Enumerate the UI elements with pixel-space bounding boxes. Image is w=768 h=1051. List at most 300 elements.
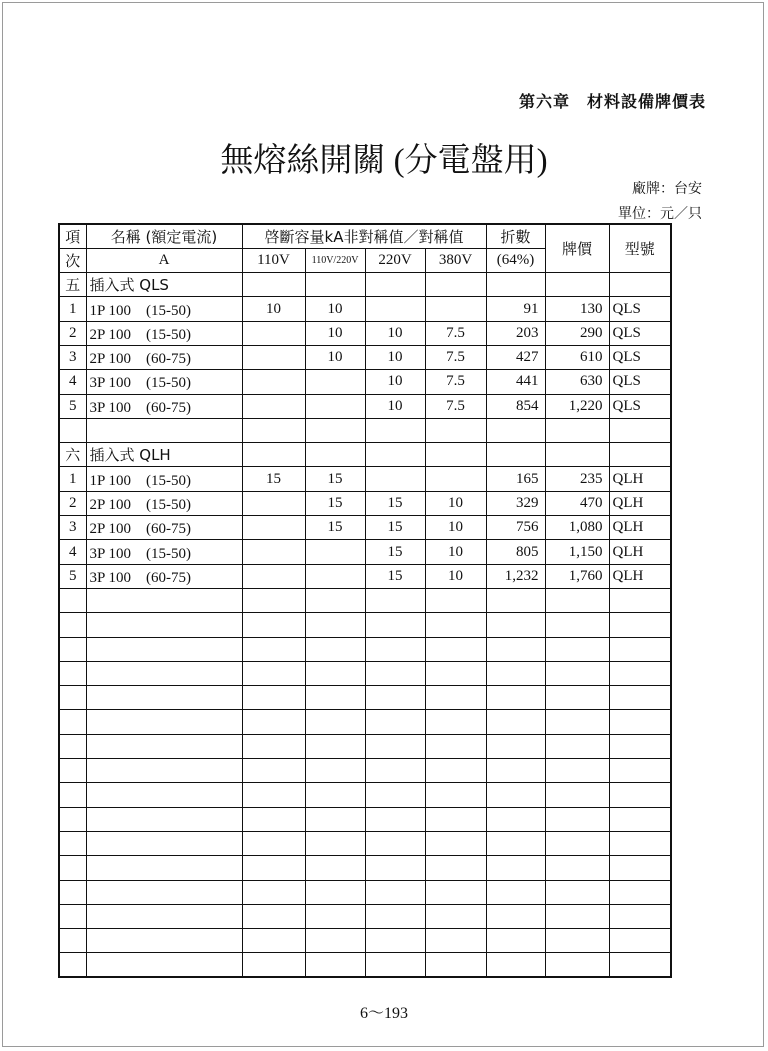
cell-v220: 10 (365, 370, 425, 394)
header-name-unit: A (86, 248, 242, 272)
empty-cell (425, 273, 486, 297)
empty-cell (609, 418, 671, 442)
empty-cell (486, 734, 545, 758)
cell-v110: 10 (242, 297, 305, 321)
cell-discount: 854 (486, 394, 545, 418)
section-label: 插入式 QLH (86, 443, 242, 467)
cell-model: QLH (609, 467, 671, 491)
empty-cell (86, 588, 242, 612)
cell-discount: 329 (486, 491, 545, 515)
empty-cell (305, 734, 365, 758)
cell-name: 2P 100 (60-75) (86, 345, 242, 369)
header-item-2: 次 (59, 248, 86, 272)
empty-cell (609, 929, 671, 953)
empty-cell (609, 953, 671, 977)
empty-cell (545, 734, 609, 758)
cell-name: 3P 100 (15-50) (86, 540, 242, 564)
empty-cell (545, 273, 609, 297)
empty-cell (486, 904, 545, 928)
empty-cell (86, 856, 242, 880)
cell-v380: 7.5 (425, 345, 486, 369)
empty-cell (59, 686, 86, 710)
table-row (59, 491, 671, 515)
page-number: 6～193 (359, 1005, 408, 1022)
header-row-1 (59, 224, 671, 248)
empty-row (59, 759, 671, 783)
table-row (59, 467, 671, 491)
header-110v: 110V (242, 248, 305, 272)
empty-cell (545, 831, 609, 855)
cell-v110-220: 15 (305, 516, 365, 540)
empty-cell (609, 710, 671, 734)
empty-cell (59, 734, 86, 758)
cell-v380: 10 (425, 564, 486, 588)
empty-cell (305, 637, 365, 661)
empty-cell (425, 613, 486, 637)
cell-v380: 7.5 (425, 321, 486, 345)
cell-model: QLS (609, 394, 671, 418)
empty-cell (365, 953, 425, 977)
empty-cell (305, 686, 365, 710)
empty-row (59, 880, 671, 904)
cell-no: 4 (59, 370, 86, 394)
empty-cell (305, 953, 365, 977)
empty-cell (545, 588, 609, 612)
empty-row (59, 588, 671, 612)
empty-cell (486, 637, 545, 661)
empty-cell (86, 807, 242, 831)
cell-no: 1 (59, 297, 86, 321)
empty-cell (86, 831, 242, 855)
cell-v220: 10 (365, 345, 425, 369)
empty-cell (609, 904, 671, 928)
cell-name: 1P 100 (15-50) (86, 467, 242, 491)
empty-cell (59, 759, 86, 783)
empty-cell (86, 661, 242, 685)
section-number: 六 (59, 443, 86, 467)
empty-cell (86, 904, 242, 928)
cell-model: QLS (609, 321, 671, 345)
empty-row (59, 686, 671, 710)
empty-row (59, 710, 671, 734)
empty-cell (305, 929, 365, 953)
empty-cell (59, 710, 86, 734)
cell-no: 2 (59, 321, 86, 345)
empty-row (59, 929, 671, 953)
empty-cell (609, 807, 671, 831)
empty-cell (609, 613, 671, 637)
cell-v380: 7.5 (425, 370, 486, 394)
cell-v220: 10 (365, 394, 425, 418)
cell-discount: 203 (486, 321, 545, 345)
cell-model: QLS (609, 297, 671, 321)
empty-cell (425, 953, 486, 977)
cell-model: QLS (609, 370, 671, 394)
empty-cell (486, 418, 545, 442)
cell-v110-220: 10 (305, 321, 365, 345)
empty-cell (365, 418, 425, 442)
empty-cell (242, 734, 305, 758)
cell-price: 470 (545, 491, 609, 515)
header-110v-220v: 110V/220V (305, 248, 365, 272)
empty-cell (59, 783, 86, 807)
empty-cell (305, 443, 365, 467)
empty-cell (486, 686, 545, 710)
empty-cell (609, 783, 671, 807)
empty-cell (486, 710, 545, 734)
cell-v110 (242, 321, 305, 345)
empty-cell (545, 807, 609, 831)
empty-cell (545, 856, 609, 880)
empty-row (59, 904, 671, 928)
empty-cell (609, 831, 671, 855)
empty-cell (242, 613, 305, 637)
cell-v380: 7.5 (425, 394, 486, 418)
empty-cell (59, 418, 86, 442)
empty-cell (486, 588, 545, 612)
empty-cell (486, 783, 545, 807)
table-row (59, 564, 671, 588)
empty-cell (59, 856, 86, 880)
empty-cell (545, 904, 609, 928)
header-discount-pct: (64%) (486, 248, 545, 272)
cell-discount: 427 (486, 345, 545, 369)
cell-name: 3P 100 (60-75) (86, 564, 242, 588)
empty-cell (365, 661, 425, 685)
empty-cell (486, 273, 545, 297)
cell-v110 (242, 540, 305, 564)
cell-v110 (242, 345, 305, 369)
cell-v110-220 (305, 540, 365, 564)
empty-cell (365, 734, 425, 758)
brand-label: 廠牌：台安 (632, 181, 702, 197)
empty-row (59, 661, 671, 685)
empty-cell (365, 588, 425, 612)
cell-discount: 805 (486, 540, 545, 564)
cell-price: 1,760 (545, 564, 609, 588)
empty-cell (545, 661, 609, 685)
empty-cell (545, 783, 609, 807)
empty-cell (365, 904, 425, 928)
header-item: 項 (59, 224, 86, 248)
empty-cell (242, 759, 305, 783)
empty-cell (425, 418, 486, 442)
empty-cell (609, 880, 671, 904)
empty-cell (305, 807, 365, 831)
cell-no: 1 (59, 467, 86, 491)
empty-row (59, 856, 671, 880)
empty-cell (365, 273, 425, 297)
empty-cell (305, 273, 365, 297)
empty-cell (609, 443, 671, 467)
cell-name: 2P 100 (15-50) (86, 321, 242, 345)
header-discount: 折數 (486, 224, 545, 248)
empty-cell (365, 831, 425, 855)
empty-cell (365, 443, 425, 467)
cell-v110: 15 (242, 467, 305, 491)
empty-cell (486, 831, 545, 855)
empty-cell (305, 588, 365, 612)
cell-no: 3 (59, 345, 86, 369)
empty-cell (425, 880, 486, 904)
section-label: 插入式 QLS (86, 273, 242, 297)
empty-cell (609, 637, 671, 661)
header-name: 名稱 (額定電流) (86, 224, 242, 248)
cell-v110-220: 10 (305, 297, 365, 321)
cell-name: 3P 100 (60-75) (86, 394, 242, 418)
empty-cell (86, 613, 242, 637)
cell-v110-220: 10 (305, 345, 365, 369)
cell-v220 (365, 297, 425, 321)
empty-cell (59, 613, 86, 637)
table-row (59, 516, 671, 540)
cell-price: 290 (545, 321, 609, 345)
empty-cell (425, 686, 486, 710)
cell-v110 (242, 491, 305, 515)
empty-cell (486, 613, 545, 637)
empty-cell (365, 759, 425, 783)
section-number: 五 (59, 273, 86, 297)
empty-cell (545, 880, 609, 904)
table-row (59, 394, 671, 418)
empty-cell (59, 880, 86, 904)
empty-cell (305, 904, 365, 928)
empty-cell (86, 710, 242, 734)
empty-cell (59, 807, 86, 831)
cell-v380 (425, 297, 486, 321)
empty-cell (425, 807, 486, 831)
table-row (59, 345, 671, 369)
empty-cell (305, 759, 365, 783)
empty-cell (242, 953, 305, 977)
empty-cell (486, 953, 545, 977)
empty-cell (609, 856, 671, 880)
empty-cell (242, 904, 305, 928)
empty-cell (242, 686, 305, 710)
empty-cell (365, 783, 425, 807)
empty-cell (242, 637, 305, 661)
empty-cell (425, 929, 486, 953)
empty-row (59, 734, 671, 758)
cell-name: 3P 100 (15-50) (86, 370, 242, 394)
empty-cell (242, 710, 305, 734)
empty-cell (425, 661, 486, 685)
empty-cell (425, 759, 486, 783)
empty-cell (545, 953, 609, 977)
empty-cell (59, 953, 86, 977)
empty-cell (425, 443, 486, 467)
chapter-heading: 第六章 材料設備牌價表 (518, 92, 706, 111)
header-220v: 220V (365, 248, 425, 272)
cell-v380: 10 (425, 491, 486, 515)
empty-cell (545, 759, 609, 783)
empty-row (59, 783, 671, 807)
empty-cell (305, 613, 365, 637)
cell-model: QLH (609, 540, 671, 564)
empty-cell (365, 686, 425, 710)
empty-cell (305, 661, 365, 685)
empty-cell (59, 831, 86, 855)
unit-label: 單位：元／只 (618, 206, 702, 222)
empty-cell (545, 613, 609, 637)
empty-cell (609, 759, 671, 783)
empty-cell (242, 443, 305, 467)
header-price: 牌價 (545, 224, 609, 273)
cell-v110 (242, 516, 305, 540)
empty-cell (545, 710, 609, 734)
header-380v: 380V (425, 248, 486, 272)
cell-v380 (425, 467, 486, 491)
cell-v110-220 (305, 394, 365, 418)
empty-row (59, 831, 671, 855)
empty-cell (242, 880, 305, 904)
section-header-row (59, 443, 671, 467)
empty-cell (486, 880, 545, 904)
empty-cell (59, 929, 86, 953)
empty-cell (486, 661, 545, 685)
cell-model: QLH (609, 491, 671, 515)
table-row (59, 297, 671, 321)
empty-cell (425, 637, 486, 661)
empty-cell (86, 759, 242, 783)
empty-row (59, 807, 671, 831)
empty-cell (365, 613, 425, 637)
cell-discount: 441 (486, 370, 545, 394)
table-row (59, 370, 671, 394)
empty-cell (242, 588, 305, 612)
cell-v380: 10 (425, 540, 486, 564)
price-table (58, 223, 672, 978)
empty-cell (242, 783, 305, 807)
empty-cell (365, 710, 425, 734)
empty-cell (305, 831, 365, 855)
empty-cell (242, 418, 305, 442)
empty-cell (242, 661, 305, 685)
empty-cell (545, 418, 609, 442)
empty-cell (86, 929, 242, 953)
empty-cell (609, 686, 671, 710)
empty-cell (545, 637, 609, 661)
cell-no: 4 (59, 540, 86, 564)
cell-name: 2P 100 (15-50) (86, 491, 242, 515)
cell-v110 (242, 564, 305, 588)
table-row (59, 540, 671, 564)
cell-discount: 756 (486, 516, 545, 540)
empty-cell (86, 734, 242, 758)
empty-cell (425, 588, 486, 612)
cell-price: 610 (545, 345, 609, 369)
empty-cell (425, 856, 486, 880)
empty-cell (425, 710, 486, 734)
cell-discount: 1,232 (486, 564, 545, 588)
empty-cell (86, 953, 242, 977)
empty-cell (365, 929, 425, 953)
empty-cell (486, 443, 545, 467)
empty-row (59, 637, 671, 661)
empty-cell (609, 588, 671, 612)
empty-cell (486, 929, 545, 953)
empty-cell (59, 637, 86, 661)
cell-discount: 91 (486, 297, 545, 321)
empty-row (59, 953, 671, 977)
empty-cell (425, 831, 486, 855)
empty-cell (486, 807, 545, 831)
header-model: 型號 (609, 224, 671, 273)
empty-cell (545, 443, 609, 467)
cell-name: 1P 100 (15-50) (86, 297, 242, 321)
cell-model: QLH (609, 564, 671, 588)
empty-cell (305, 783, 365, 807)
cell-v220 (365, 467, 425, 491)
empty-cell (609, 273, 671, 297)
empty-cell (86, 686, 242, 710)
cell-no: 3 (59, 516, 86, 540)
cell-model: QLH (609, 516, 671, 540)
cell-v380: 10 (425, 516, 486, 540)
empty-cell (305, 856, 365, 880)
empty-cell (242, 929, 305, 953)
empty-cell (425, 904, 486, 928)
spacer-row (59, 418, 671, 442)
cell-no: 5 (59, 394, 86, 418)
empty-cell (59, 904, 86, 928)
empty-cell (545, 686, 609, 710)
cell-v220: 15 (365, 564, 425, 588)
cell-v220: 15 (365, 516, 425, 540)
empty-cell (545, 929, 609, 953)
empty-cell (242, 273, 305, 297)
empty-cell (305, 418, 365, 442)
empty-cell (242, 856, 305, 880)
cell-v110 (242, 394, 305, 418)
cell-no: 5 (59, 564, 86, 588)
empty-cell (609, 661, 671, 685)
empty-cell (242, 831, 305, 855)
cell-v110 (242, 370, 305, 394)
empty-cell (365, 856, 425, 880)
empty-cell (242, 807, 305, 831)
empty-cell (59, 588, 86, 612)
cell-price: 1,220 (545, 394, 609, 418)
cell-v220: 15 (365, 540, 425, 564)
page-title: 無熔絲開關 (分電盤用) (220, 143, 548, 179)
cell-v110-220: 15 (305, 491, 365, 515)
cell-price: 130 (545, 297, 609, 321)
cell-price: 630 (545, 370, 609, 394)
empty-cell (365, 807, 425, 831)
empty-cell (86, 637, 242, 661)
empty-cell (59, 661, 86, 685)
empty-cell (365, 880, 425, 904)
empty-cell (86, 783, 242, 807)
empty-cell (305, 710, 365, 734)
empty-cell (486, 759, 545, 783)
cell-v110-220: 15 (305, 467, 365, 491)
cell-price: 1,150 (545, 540, 609, 564)
section-header-row (59, 273, 671, 297)
cell-v220: 10 (365, 321, 425, 345)
cell-v110-220 (305, 564, 365, 588)
table-row (59, 321, 671, 345)
empty-cell (486, 856, 545, 880)
empty-cell (425, 734, 486, 758)
cell-v220: 15 (365, 491, 425, 515)
cell-v110-220 (305, 370, 365, 394)
empty-cell (86, 880, 242, 904)
cell-model: QLS (609, 345, 671, 369)
cell-price: 235 (545, 467, 609, 491)
empty-cell (609, 734, 671, 758)
